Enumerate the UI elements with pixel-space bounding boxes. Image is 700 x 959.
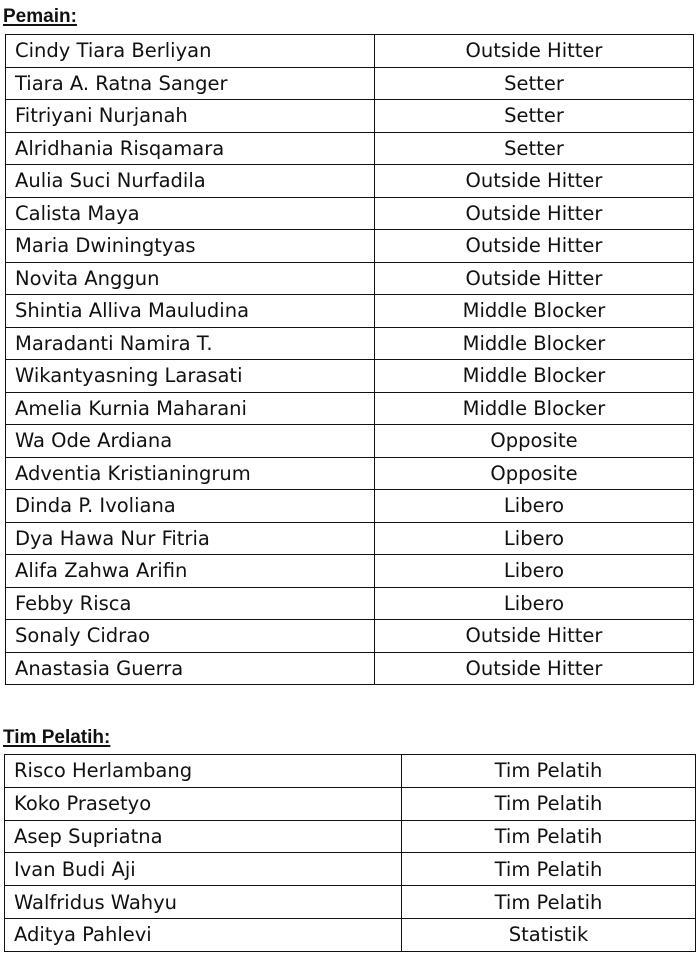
player-row-position: Libero	[375, 490, 694, 523]
player-row	[6, 555, 694, 588]
player-row-name: Alifa Zahwa Arifin	[6, 555, 375, 588]
player-row-position: Opposite	[375, 457, 694, 490]
players-table-body	[6, 35, 694, 685]
player-row	[6, 100, 694, 133]
coach-row	[5, 820, 696, 853]
coach-row	[5, 918, 696, 951]
player-row	[6, 360, 694, 393]
player-row	[6, 262, 694, 295]
player-row-position: Libero	[375, 587, 694, 620]
player-row-position: Setter	[375, 67, 694, 100]
players-section-title: Pemain:	[3, 6, 77, 27]
player-row-name: Maradanti Namira T.	[6, 327, 375, 360]
player-row	[6, 425, 694, 458]
player-row-position: Outside Hitter	[375, 652, 694, 685]
player-row	[6, 327, 694, 360]
player-row	[6, 132, 694, 165]
player-row-name: Anastasia Guerra	[6, 652, 375, 685]
player-row	[6, 587, 694, 620]
player-row-position: Outside Hitter	[375, 165, 694, 198]
coach-row	[5, 787, 696, 820]
player-row	[6, 165, 694, 198]
player-row-position: Middle Blocker	[375, 295, 694, 328]
coach-row-role: Statistik	[402, 918, 696, 951]
player-row-position: Libero	[375, 555, 694, 588]
player-row	[6, 392, 694, 425]
player-row-position: Middle Blocker	[375, 360, 694, 393]
player-row	[6, 35, 694, 68]
coach-row-role: Tim Pelatih	[402, 755, 696, 788]
player-row-name: Tiara A. Ratna Sanger	[6, 67, 375, 100]
player-row-position: Libero	[375, 522, 694, 555]
player-row-name: Adventia Kristianingrum	[6, 457, 375, 490]
player-row-position: Opposite	[375, 425, 694, 458]
player-row-name: Sonaly Cidrao	[6, 620, 375, 653]
player-row-name: Dya Hawa Nur Fitria	[6, 522, 375, 555]
player-row-position: Outside Hitter	[375, 620, 694, 653]
coach-row-role: Tim Pelatih	[402, 853, 696, 886]
player-row-name: Aulia Suci Nurfadila	[6, 165, 375, 198]
coach-row-role: Tim Pelatih	[402, 820, 696, 853]
player-row	[6, 230, 694, 263]
player-row-position: Outside Hitter	[375, 35, 694, 68]
player-row-name: Dinda P. Ivoliana	[6, 490, 375, 523]
player-row-name: Febby Risca	[6, 587, 375, 620]
player-row-position: Middle Blocker	[375, 392, 694, 425]
player-row-name: Amelia Kurnia Maharani	[6, 392, 375, 425]
player-row	[6, 620, 694, 653]
coach-row-name: Walfridus Wahyu	[5, 886, 402, 919]
player-row	[6, 652, 694, 685]
player-row	[6, 295, 694, 328]
player-row-position: Outside Hitter	[375, 262, 694, 295]
player-row	[6, 457, 694, 490]
player-row-name: Calista Maya	[6, 197, 375, 230]
coach-row	[5, 755, 696, 788]
player-row	[6, 67, 694, 100]
player-row	[6, 197, 694, 230]
coach-row-name: Koko Prasetyo	[5, 787, 402, 820]
coach-row-name: Ivan Budi Aji	[5, 853, 402, 886]
coach-row-name: Risco Herlambang	[5, 755, 402, 788]
player-row-name: Cindy Tiara Berliyan	[6, 35, 375, 68]
player-row-position: Outside Hitter	[375, 230, 694, 263]
coach-row-role: Tim Pelatih	[402, 787, 696, 820]
player-row-name: Wikantyasning Larasati	[6, 360, 375, 393]
player-row-position: Outside Hitter	[375, 197, 694, 230]
player-row	[6, 490, 694, 523]
player-row-position: Middle Blocker	[375, 327, 694, 360]
player-row-position: Setter	[375, 132, 694, 165]
coach-row-role: Tim Pelatih	[402, 886, 696, 919]
coach-row-name: Asep Supriatna	[5, 820, 402, 853]
coaches-table-body	[5, 755, 696, 952]
player-row-name: Shintia Alliva Mauludina	[6, 295, 375, 328]
player-row-name: Fitriyani Nurjanah	[6, 100, 375, 133]
player-row	[6, 522, 694, 555]
player-row-name: Alridhania Risqamara	[6, 132, 375, 165]
coaches-table	[4, 754, 696, 952]
player-row-name: Maria Dwiningtyas	[6, 230, 375, 263]
coach-row	[5, 886, 696, 919]
player-row-name: Wa Ode Ardiana	[6, 425, 375, 458]
coach-row	[5, 853, 696, 886]
players-table	[5, 34, 694, 685]
coaches-section-title: Tim Pelatih:	[3, 727, 111, 748]
player-row-name: Novita Anggun	[6, 262, 375, 295]
coach-row-name: Aditya Pahlevi	[5, 918, 402, 951]
player-row-position: Setter	[375, 100, 694, 133]
